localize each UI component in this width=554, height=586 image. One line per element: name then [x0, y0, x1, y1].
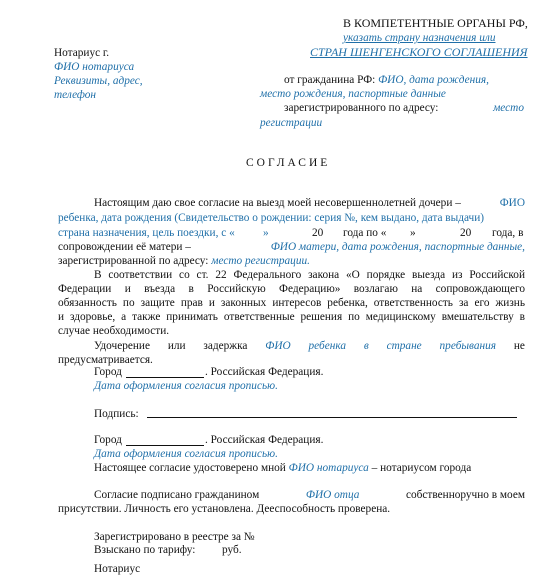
para3-word: задержка — [203, 340, 248, 352]
city-label: Город — [94, 434, 122, 446]
notary-name: ФИО нотариуса — [54, 61, 135, 73]
para3-line1 — [94, 339, 525, 353]
notary-details: Реквизиты, адрес, — [54, 75, 143, 87]
para3-word: стране — [386, 340, 422, 352]
country-line-1: . Российская Федерация. — [205, 366, 324, 378]
from-line — [284, 73, 489, 87]
signed-text: Согласие подписано гражданином — [94, 489, 260, 501]
tariff-currency: руб. — [222, 544, 242, 556]
mother-fio: ФИО матери, дата рождения, паспортные данные, — [270, 241, 525, 253]
para3-word: пребывания — [439, 340, 497, 352]
footer-notary: Нотариус — [94, 563, 141, 575]
city-line-2 — [94, 433, 122, 447]
city-blank-2 — [126, 445, 204, 446]
para1-text: Настоящим даю свое согласие на выезд моей несовершеннолетней дочери – — [94, 197, 461, 209]
addressee-line: В КОМПЕТЕНТНЫЕ ОРГАНЫ РФ, — [343, 16, 528, 30]
signed-text-2: собственноручно в моем — [406, 489, 525, 501]
signature-line — [147, 417, 517, 418]
child-fio: ФИО — [499, 197, 525, 209]
tariff-label: Взыскано по тарифу: — [94, 544, 196, 556]
year-prefix-2: 20 — [460, 227, 472, 239]
para2-line5: случае необходимости. — [58, 325, 170, 337]
para3-fio: ФИО — [265, 340, 291, 352]
consent-date-2: Дата оформления согласия прописью. — [94, 448, 278, 460]
mother-registered: зарегистрированной по адресу: — [58, 255, 209, 267]
notary-phone: телефон — [54, 89, 96, 101]
para3-word: ребенка — [308, 340, 346, 352]
from-person: ФИО, дата рождения, — [378, 74, 489, 86]
year-prefix-1: 20 — [312, 227, 324, 239]
registered-label: зарегистрированного по адресу: — [284, 102, 439, 114]
certify-notary: ФИО нотариуса — [288, 462, 369, 474]
registration-place-2: регистрации — [260, 117, 323, 129]
notary-label: Нотариус г. — [54, 47, 110, 59]
city-label: Город — [94, 366, 122, 378]
registration-place: место — [493, 102, 524, 114]
para2-line1: В соответствии со ст. 22 Федерального закона «О порядке выезда из Российской — [94, 269, 525, 281]
quote-close-2: » — [410, 227, 416, 239]
para2-line4: и здоровье, а также принимать ответственные решения по медицинскому вмешательству в — [58, 311, 525, 323]
signature-label: Подпись: — [94, 408, 139, 420]
year-suffix: года, в — [492, 227, 524, 239]
para2-line3: обязанность по защите прав и законных интересов ребенка, ответственность за его жизнь — [58, 297, 525, 309]
mother-reg-place: место регистрации. — [211, 255, 310, 267]
child-birth-cert: ребенка, дата рождения (Свидетельство о рождении: серия №, кем выдано, дата выдачи) — [58, 212, 485, 224]
certify-text: Настоящее согласие удостоверено мной — [94, 462, 286, 474]
para3-word: Удочерение — [94, 340, 150, 352]
mother-label: сопровождении её матери – — [58, 241, 191, 253]
from-registered — [284, 101, 524, 115]
para3-line2: предусматривается. — [58, 354, 153, 366]
schengen-line: СТРАН ШЕНГЕНСКОГО СОГЛАШЕНИЯ — [310, 45, 528, 59]
destination: страна назначения, цель поездки, с « — [58, 227, 235, 239]
para2-line2: Федерации и въезда в Российскую Федерацию» возлагаю на сопровождающего — [58, 283, 525, 295]
quote-close-1: » — [263, 227, 269, 239]
para1-line1 — [94, 196, 525, 210]
certify-line — [94, 461, 471, 475]
para1-line4 — [58, 240, 525, 254]
country-hint: указать страну назначения или — [343, 32, 496, 44]
father-fio: ФИО отца — [305, 489, 360, 501]
para1-line5 — [58, 254, 310, 268]
signed-line1 — [94, 488, 525, 502]
page-title: СОГЛАСИЕ — [246, 157, 331, 169]
para3-word: или — [167, 340, 186, 352]
from-passport: место рождения, паспортные данные — [260, 88, 446, 100]
registry-line: Зарегистрировано в реестре за № — [94, 531, 255, 543]
from-prefix: от гражданина РФ: — [284, 74, 376, 86]
consent-date-1: Дата оформления согласия прописью. — [94, 380, 278, 392]
country-line-2: . Российская Федерация. — [205, 434, 324, 446]
certify-city: – нотариусом города — [371, 462, 472, 474]
city-line-1 — [94, 365, 122, 379]
para3-word: не — [513, 340, 525, 352]
para1-line3 — [58, 226, 525, 240]
city-blank-1 — [126, 377, 204, 378]
signed-line2: присутствии. Личность его установлена. Дееспособность проверена. — [58, 503, 391, 515]
date-to: года по « — [343, 227, 387, 239]
para3-word: в — [363, 340, 369, 352]
